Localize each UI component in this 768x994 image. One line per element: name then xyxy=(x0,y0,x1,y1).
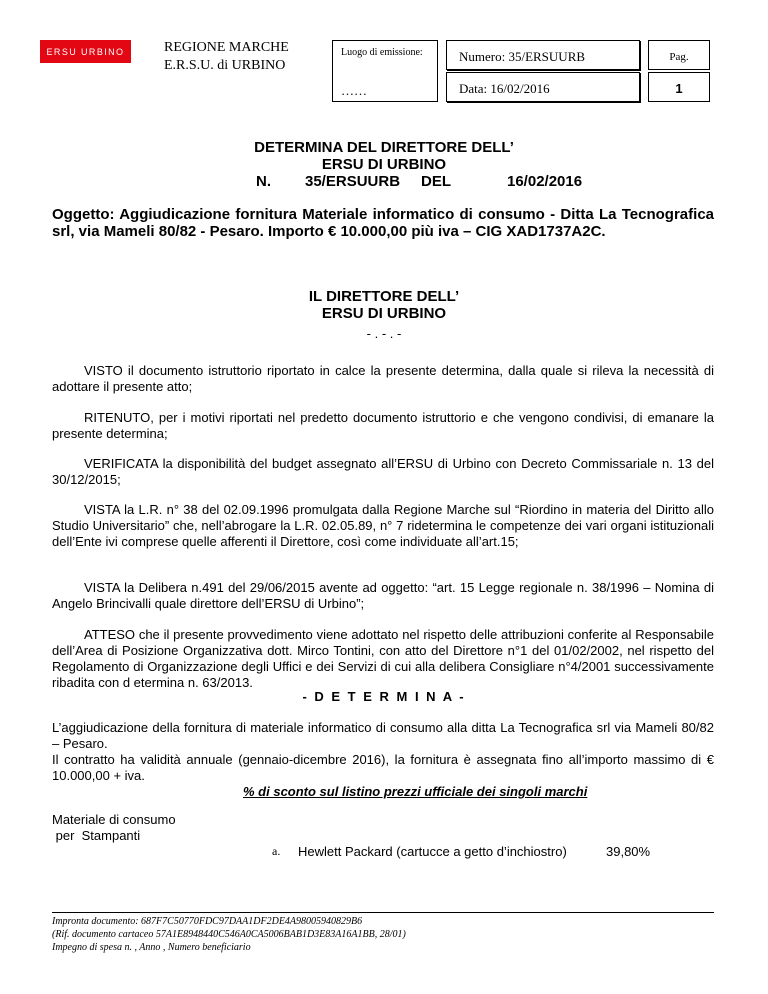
luogo-label: Luogo di emissione: xyxy=(341,47,423,58)
item-letter: a. xyxy=(272,844,281,858)
director-title-line2: ERSU DI URBINO xyxy=(321,305,447,322)
paragraph-ritenuto: RITENUTO, per i motivi riportati nel predetto documento istruttorio e che vengono condivisi, di emanare la presente determina; xyxy=(52,410,714,441)
doc-date: 16/02/2016 xyxy=(507,173,583,190)
ersu-logo: ERSU URBINO xyxy=(40,40,131,63)
oggetto-text: Oggetto: Aggiudicazione fornitura Materiale informatico di consumo - Ditta La Tecnografica srl, via Mameli 80/82 - Pesaro. Importo € 10.000,00 più iva – CIG XAD1737A2C. xyxy=(52,206,714,240)
director-title-line1: IL DIRETTORE DELL’ xyxy=(308,288,460,305)
luogo-box xyxy=(332,40,438,102)
item-text: Hewlett Packard (cartucce a getto d’inchiostro) xyxy=(298,844,567,859)
data-box: Data: 16/02/2016 xyxy=(446,72,640,102)
footer xyxy=(52,915,406,954)
footer-impegno: Impegno di spesa n. , Anno , Numero beneficiario xyxy=(52,942,251,953)
doc-n-value: 35/ERSUURB xyxy=(305,173,401,190)
item-discount: 39,80% xyxy=(606,844,651,859)
pag-label-box: Pag. xyxy=(648,40,710,70)
doc-del-label: DEL xyxy=(421,173,451,190)
numero-box: Numero: 35/ERSUURB xyxy=(446,40,640,70)
luogo-value: …… xyxy=(341,83,367,98)
paragraph-atteso: ATTESO che il presente provvedimento viene adottato nel rispetto delle attribuzioni conferite al Responsabile dell’Area di Posizione Organizzativa dott. Mirco Tontini, con atto del Direttore n°1 del 01/02/2002, nel rispetto del Regolamento di Organizzazione degli Uffici e dei Servizi di cui alla delibera Consigliare n°4/2001 successivamente ribadita con d etermina n. 63/2013. xyxy=(52,627,714,690)
doc-title-line2: ERSU DI URBINO xyxy=(321,156,447,173)
paragraph-verificata: VERIFICATA la disponibilità del budget assegnato all’ERSU di Urbino con Decreto Commissariale n. 13 del 30/12/2015; xyxy=(52,456,714,487)
paragraph-vista-lr: VISTA la L.R. n° 38 del 02.09.1996 promulgata dalla Regione Marche sul “Riordino in materia del Diritto allo Studio Universitario” che, nell’abrogare la L.R. 02.05.89, n° 7 ridetermina le competenze dei vari organi istituzionali dell’Ente ivi comprese quelle afferenti il Direttore, così come individuate all’art.15; xyxy=(52,502,714,549)
footer-divider xyxy=(52,912,714,913)
materiale-label: Materiale di consumo per Stampanti xyxy=(52,812,176,843)
paragraph-visto: VISTO il documento istruttorio riportato in calce la presente determina, dalla quale si rileva la necessità di adottare il presente atto; xyxy=(52,363,714,394)
doc-title-line1: DETERMINA DEL DIRETTORE DELL’ xyxy=(254,139,514,156)
sconto-heading: % di sconto sul listino prezzi ufficiale dei singoli marchi xyxy=(243,784,588,799)
ersu-name: E.R.S.U. di URBINO xyxy=(164,58,286,73)
doc-n-label: N. xyxy=(256,173,271,190)
determina-heading: - D E T E R M I N A - xyxy=(302,689,466,704)
paragraph-contratto: Il contratto ha validità annuale (gennaio-dicembre 2016), la fornitura è assegnata fino all’importo massimo di € 10.000,00 + iva. xyxy=(52,752,714,783)
footer-riferimento: (Rif. documento cartaceo 57A1E8948440C546A0CA5006BAB1D3E83A16A1BB, 28/01) xyxy=(52,929,406,940)
pag-number-box: 1 xyxy=(648,72,710,102)
paragraph-aggiudicazione: L’aggiudicazione della fornitura di materiale informatico di consumo alla ditta La Tecnografica srl via Mameli 80/82 – Pesaro. xyxy=(52,720,714,751)
footer-impronta: Impronta documento: 687F7C50770FDC97DAA1DF2DE4A98005940829B6 xyxy=(52,916,363,927)
region-header xyxy=(164,39,289,75)
region-name: REGIONE MARCHE xyxy=(164,40,289,55)
paragraph-vista-delibera: VISTA la Delibera n.491 del 29/06/2015 avente ad oggetto: “art. 15 Legge regionale n. 38/1996 – Nomina di Angelo Brincivalli quale direttore dell’ERSU di Urbino”; xyxy=(52,580,714,611)
separator: - . - . - xyxy=(366,326,402,341)
